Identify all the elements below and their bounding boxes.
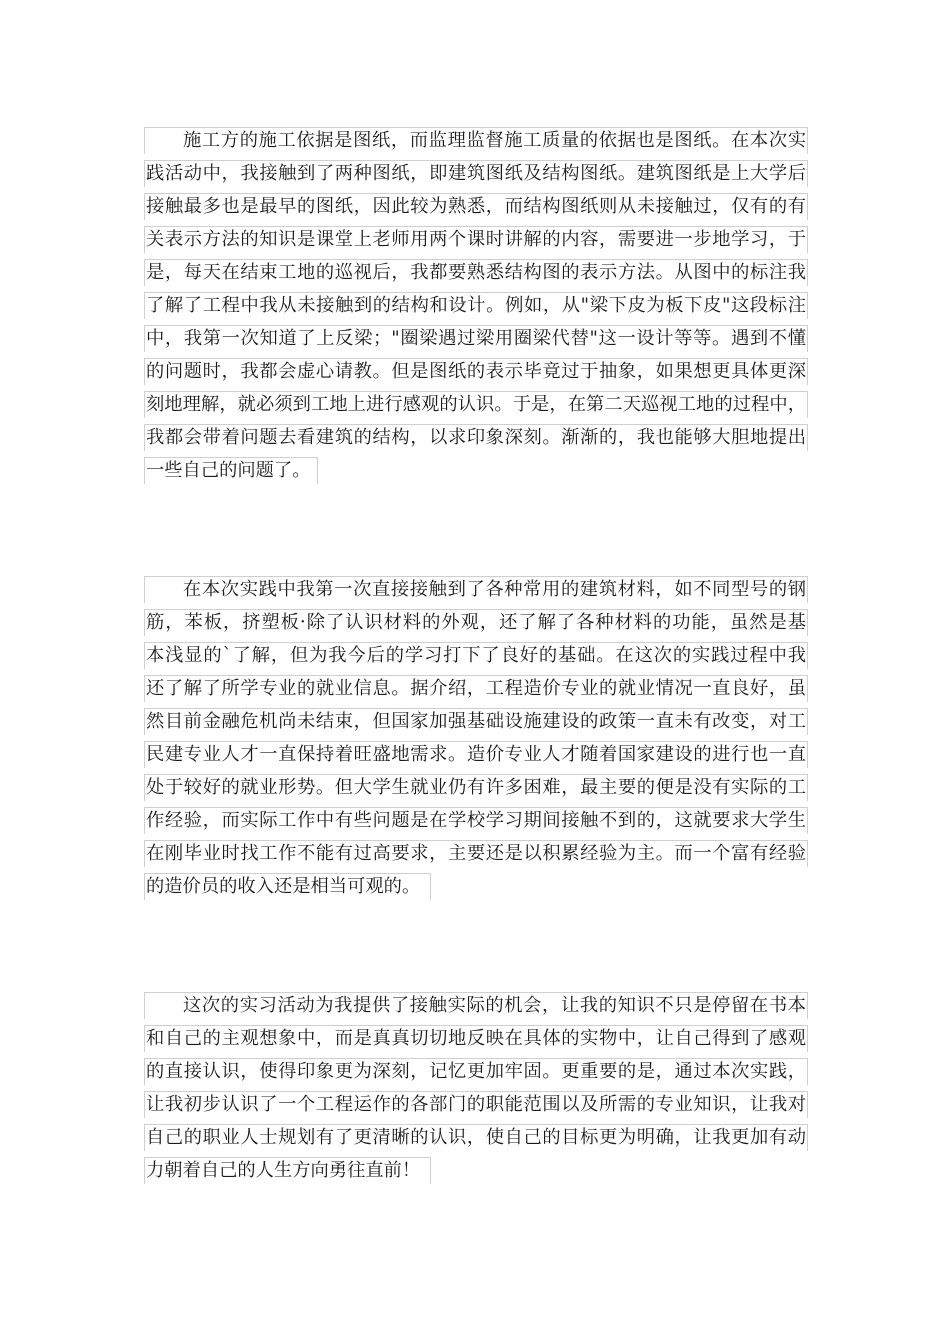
text-line: 在本次实践中我第一次直接接触到了各种常用的建筑材料，如不同型号的钢 [144,576,808,603]
text-line: 作经验，而实际工作中有些问题是在学校学习期间接触不到的，这就要求大学生 [144,807,808,834]
text-line: 我都会带着问题去看建筑的结构，以求印象深刻。渐渐的，我也能够大胆地提出 [144,424,808,451]
text-line: 和自己的主观想象中，而是真真切切地反映在具体的实物中，让自己得到了感观 [144,1025,808,1052]
text-line: 中，我第一次知道了上反梁；"圈梁遇过梁用圈梁代替"这一设计等等。遇到不懂 [144,325,808,352]
text-line: 施工方的施工依据是图纸，而监理监督施工质量的依据也是图纸。在本次实 [144,127,808,154]
text-line: 践活动中，我接触到了两种图纸，即建筑图纸及结构图纸。建筑图纸是上大学后 [144,160,808,187]
paragraph-2 [144,576,808,906]
text-line: 刻地理解，就必须到工地上进行感观的认识。于是，在第二天巡视工地的过程中， [144,391,808,418]
text-line: 让我初步认识了一个工程运作的各部门的职能范围以及所需的专业知识，让我对 [144,1091,808,1118]
text-line: 一些自己的问题了。 [144,457,318,484]
text-line: 的问题时，我都会虚心请教。但是图纸的表示毕竟过于抽象，如果想更具体更深 [144,358,808,385]
text-line: 关表示方法的知识是课堂上老师用两个课时讲解的内容，需要进一步地学习，于 [144,226,808,253]
text-line: 本浅显的`了解，但为我今后的学习打下了良好的基础。在这次的实践过程中我 [144,642,808,669]
paragraph-1 [144,127,808,490]
text-line: 在刚毕业时找工作不能有过高要求，主要还是以积累经验为主。而一个富有经验 [144,840,808,867]
text-line: 处于较好的就业形势。但大学生就业仍有许多困难，最主要的便是没有实际的工 [144,774,808,801]
text-line: 是，每天在结束工地的巡视后，我都要熟悉结构图的表示方法。从图中的标注我 [144,259,808,286]
text-line: 还了解了所学专业的就业信息。据介绍，工程造价专业的就业情况一直良好，虽 [144,675,808,702]
text-line: 了解了工程中我从未接触到的结构和设计。例如，从"梁下皮为板下皮"这段标注 [144,292,808,319]
text-line: 的直接认识，使得印象更为深刻，记忆更加牢固。更重要的是，通过本次实践， [144,1058,808,1085]
text-line: 自己的职业人士规划有了更清晰的认识，使自己的目标更为明确，让我更加有动 [144,1124,808,1151]
paragraph-3 [144,992,808,1190]
text-line: 然目前金融危机尚未结束，但国家加强基础设施建设的政策一直未有改变，对工 [144,708,808,735]
text-line: 民建专业人才一直保持着旺盛地需求。造价专业人才随着国家建设的进行也一直 [144,741,808,768]
text-line: 筋，苯板，挤塑板·除了认识材料的外观，还了解了各种材料的功能，虽然是基 [144,609,808,636]
text-line: 接触最多也是最早的图纸，因此较为熟悉，而结构图纸则从未接触过，仅有的有 [144,193,808,220]
text-line: 的造价员的收入还是相当可观的。 [144,873,431,900]
text-line: 这次的实习活动为我提供了接触实际的机会，让我的知识不只是停留在书本 [144,992,808,1019]
text-line: 力朝着自己的人生方向勇往直前！ [144,1157,431,1184]
